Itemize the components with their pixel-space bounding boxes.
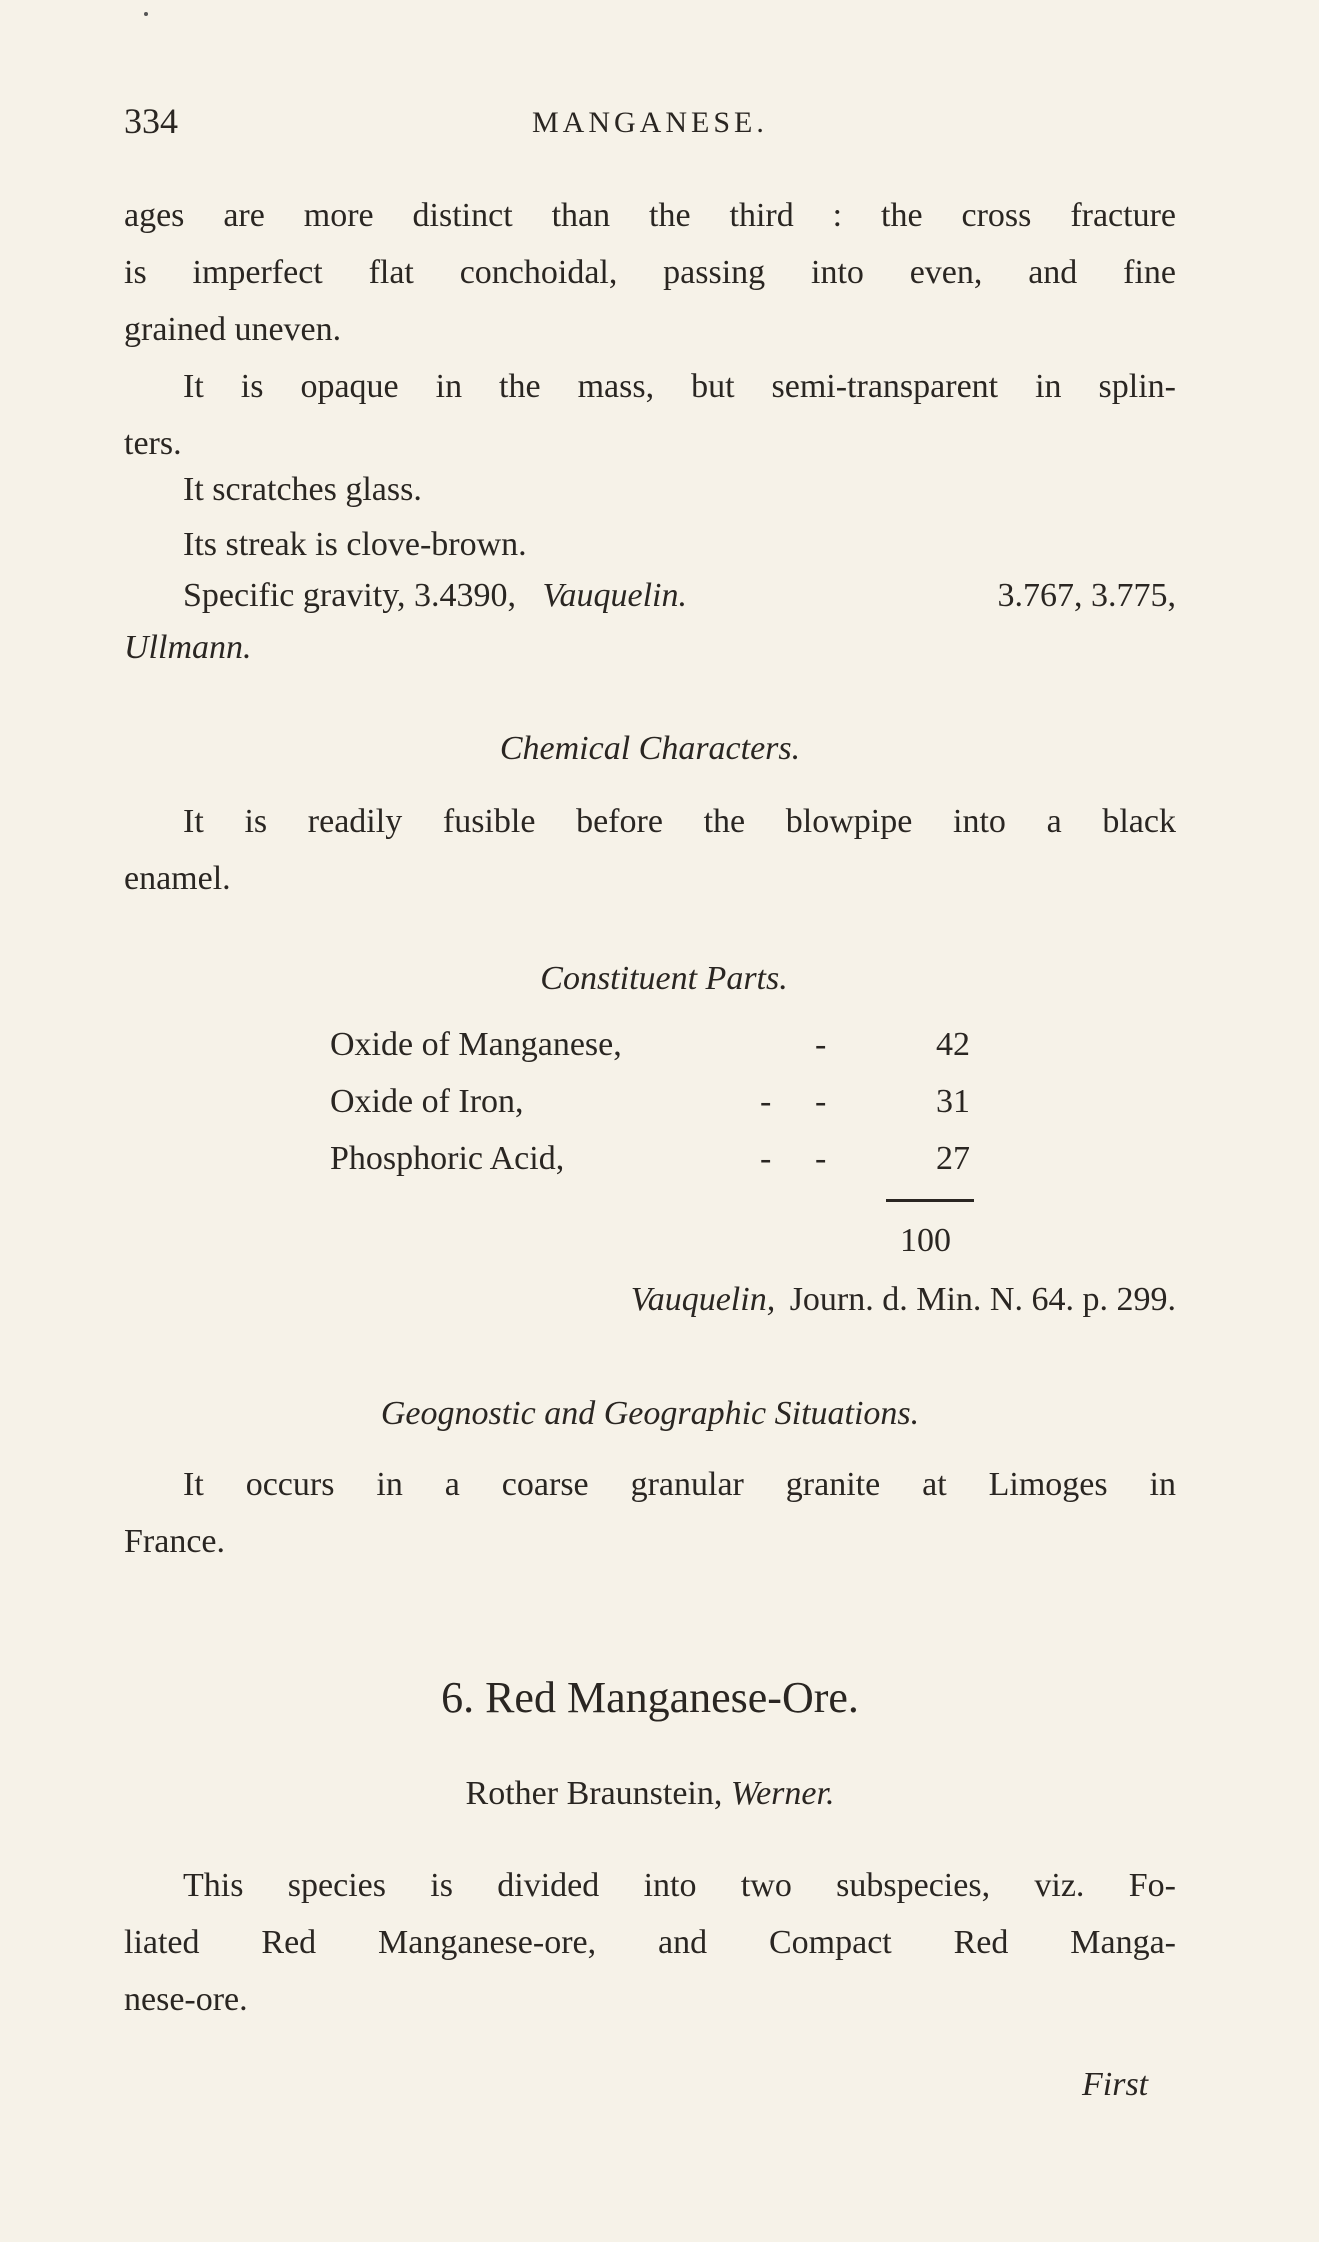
print-speck xyxy=(144,12,148,16)
body-line: It is readily fusible before the blowpipe into a black xyxy=(183,803,1176,840)
leader-dash: - xyxy=(760,1140,772,1177)
body-line: is imperfect flat conchoidal, passing into even, and fine xyxy=(124,254,1176,291)
body-line: enamel. xyxy=(124,860,231,897)
body-line: Its streak is clove-brown. xyxy=(183,526,527,563)
constituent-value: 42 xyxy=(936,1026,970,1063)
constituent-name: Phosphoric Acid, xyxy=(330,1140,565,1177)
section-heading: Constituent Parts. xyxy=(540,960,788,997)
body-line: ages are more distinct than the third : the cross fracture xyxy=(124,197,1176,234)
species-heading: 6. Red Manganese-Ore. xyxy=(441,1673,859,1722)
body-line: It occurs in a coarse granular granite at Limoges in xyxy=(183,1466,1176,1503)
body-line: It scratches glass. xyxy=(183,471,422,508)
section-heading: Chemical Characters. xyxy=(499,730,801,767)
synonym-author: Werner. xyxy=(730,1775,835,1812)
constituent-value: 31 xyxy=(936,1083,970,1120)
gravity-values: 3.767, 3.775, xyxy=(997,577,1176,614)
leader-dash: - xyxy=(760,1083,772,1120)
catchword: First xyxy=(1082,2066,1149,2103)
body-line: grained uneven. xyxy=(124,311,342,348)
running-title: MANGANESE. xyxy=(532,106,768,139)
body-line: This species is divided into two subspecies, viz. Fo- xyxy=(183,1867,1176,1904)
author-name: Ullmann. xyxy=(124,629,252,666)
citation-author: Vauquelin, xyxy=(630,1281,776,1318)
section-heading: Geognostic and Geographic Situations. xyxy=(380,1395,920,1432)
body-line: France. xyxy=(124,1523,226,1560)
leader-dash: - xyxy=(815,1083,827,1120)
sum-rule xyxy=(886,1199,974,1202)
constituent-name: Oxide of Iron, xyxy=(330,1083,524,1120)
body-line: It is opaque in the mass, but semi-transparent in splin- xyxy=(183,368,1176,405)
species-synonym xyxy=(124,1765,1176,1822)
citation-source: Journ. d. Min. N. 64. p. 299. xyxy=(789,1281,1176,1318)
specific-gravity-line xyxy=(183,576,1176,616)
citation-line xyxy=(450,1280,1176,1320)
body-line: ters. xyxy=(124,425,182,462)
page-number: 334 xyxy=(124,101,178,141)
leader-dash: - xyxy=(815,1026,827,1063)
body-line: liated Red Manganese-ore, and Compact Red Manga- xyxy=(124,1924,1176,1961)
body-line: nese-ore. xyxy=(124,1981,248,2018)
synonym-name: Rother Braunstein, xyxy=(465,1775,723,1812)
constituent-total: 100 xyxy=(900,1222,951,1259)
gravity-text: Specific gravity, 3.4390, xyxy=(183,577,516,614)
leader-dash: - xyxy=(815,1140,827,1177)
constituent-value: 27 xyxy=(936,1140,970,1177)
author-name: Vauquelin. xyxy=(542,577,687,614)
constituent-name: Oxide of Manganese, xyxy=(330,1026,622,1063)
